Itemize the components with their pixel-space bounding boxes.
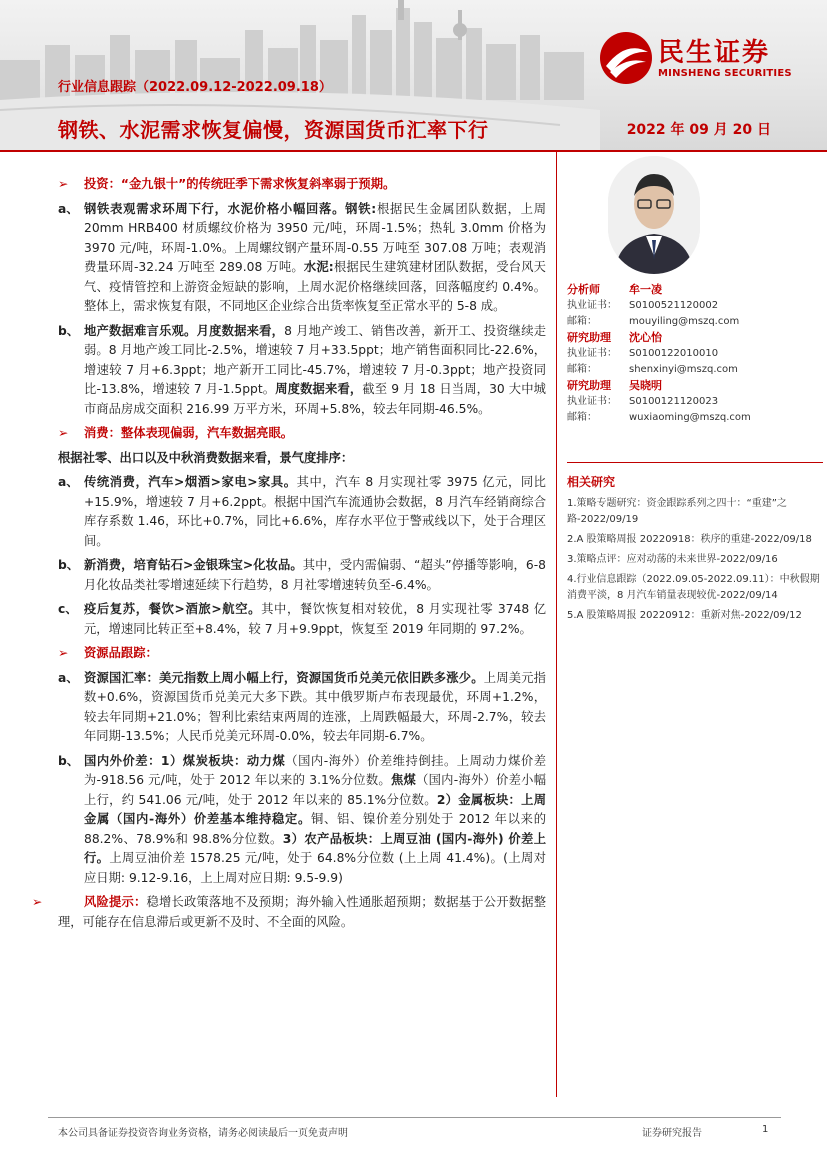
analyst-3-cert: 执业证书： S0100121120023 xyxy=(567,396,719,407)
analyst-3-email: 邮箱： wuxiaoming@mszq.com xyxy=(567,412,751,423)
logo-text-cn: 民生证券 xyxy=(658,38,771,68)
paragraph-exchange-rates: a、 资源国汇率：美元指数上周小幅上行，资源国货币兑美元依旧跌多涨少。上周美元指数+0.6%，资源国货币兑美元大多下跌。其中俄罗斯卢布表现最优，环周+1.2%，较去年同期+21.0%；智利比索结束两周的连涨，上周跌幅最大，环周-2.7%，较去年同期-13.5%；人民币兑美元环周-0.0%，较去年同期-6.7%。 xyxy=(58,670,546,743)
risk-warning: ➢ 风险提示：稳增长政策落地不及预期；海外输入性通胀超预期；数据基于公开数据整理，可能存在信息滞后或更新不及时、不全面的风险。 xyxy=(32,895,546,929)
main-content xyxy=(32,175,546,932)
paragraph-steel-cement: a、 钢铁表观需求环周下行，水泥价格小幅回落。钢铁:根据民生金属团队数据，上周 20mm HRB400 材质螺纹价格为 3950 元/吨，环周-1.5%；热轧 3.0mm 价格为 3970 元/吨，环周-1.0%。上周螺纹钢产量环周-0.55 万吨至 307.08 万吨；表观消费量环周-32.24 万吨至 289.08 万吨。水泥:根据民生建筑建材团队数据，受台风天气、疫情管控和上游资金短缺的影响，上周水泥价格继续回落，回落幅度约 0.4%。整体上，需求恢复有限，不同地区企业综合出货率恢复至正常水平的 5-8 成。 xyxy=(58,201,546,313)
section-heading-consumption: ➢ 消费：整体表现偏弱，汽车数据亮眼。 xyxy=(58,424,546,444)
analyst-name: 牟一凌 xyxy=(629,283,662,296)
analyst-name: 沈心怡 xyxy=(629,331,662,344)
arrow-icon: ➢ xyxy=(58,177,69,191)
consumption-intro: 根据社零、出口以及中秋消费数据来看，景气度排序： xyxy=(58,450,354,465)
paragraph-new-consumption: b、 新消费，培育钻石>金银珠宝>化妆品。其中，受内需偏弱、“超头”停播等影响，6-8 月化妆品类社零增速延续下行趋势，8 月社零增速转负至-6.4%。 xyxy=(58,558,546,592)
report-type: 行业信息跟踪（2022.09.12-2022.09.18） xyxy=(58,80,332,95)
footer-rule xyxy=(48,1117,781,1118)
analyst-list xyxy=(567,282,817,426)
arrow-icon: ➢ xyxy=(58,426,69,440)
page-number: 1 xyxy=(762,1124,769,1135)
list-item[interactable]: 5.A 股策略周报 20220912：重新对焦-2022/09/12 xyxy=(567,610,802,621)
arrow-icon: ➢ xyxy=(32,895,43,909)
analyst-photo xyxy=(608,156,700,274)
analyst-3-title xyxy=(567,378,817,394)
paragraph-real-estate: b、 地产数据难言乐观。月度数据来看，8 月地产竣工、销售改善，新开工、投资继续走弱。8 月地产竣工同比-2.5%，增速较 7 月+33.5ppt；地产销售面积同比-22.6%，增速较 7 月+6.3ppt；地产新开工同比-45.7%，增速较 7 月-0.3ppt；地产投资同比-13.8%，增速较 7 月-1.5ppt。周度数据来看，截至 9 月 18 日当周，30 大中城市商品房成交面积 216.99 万平方米，环周+5.8%，较去年同期-46.5%。 xyxy=(58,323,546,416)
list-item[interactable]: 3.策略点评：应对动荡的未来世界-2022/09/16 xyxy=(567,554,778,565)
footer-disclaimer: 本公司具备证券投资咨询业务资格，请务必阅读最后一页免责声明 xyxy=(58,1128,348,1139)
footer-doc-type: 证券研究报告 xyxy=(642,1128,702,1139)
section-heading-investment: ➢ 投资：“金九银十”的传统旺季下需求恢复斜率弱于预期。 xyxy=(58,175,546,195)
analyst-portrait-image xyxy=(608,156,700,274)
analyst-role: 研究助理 xyxy=(567,331,611,344)
logo-text-en: MINSHENG SECURITIES xyxy=(658,68,792,79)
report-date: 2022 年 09 月 20 日 xyxy=(626,122,771,138)
header-rule xyxy=(0,150,827,152)
paragraph-price-spread: b、 国内外价差：1）煤炭板块：动力煤（国内-海外）价差维持倒挂。上周动力煤价差为-918.56 元/吨，处于 2012 年以来的 3.1%分位数。焦煤（国内-海外）价差小幅上行，约 541.06 元/吨，处于 2012 年以来的 85.1%分位数。2）金属板块：上周金属（国内-海外）价差基本维持稳定。铜、铝、镍价差分别处于 2012 年以来的 88.2%、78.9%和 98.8%分位数。3）农产品板块：上周豆油 (国内-海外) 价差上行。上周豆油价差 1578.25 元/吨，处于 64.8%分位数 (上上周 41.4%)。(上周对应日期: 9.12-9.16，上上周对应日期: 9.5-9.9) xyxy=(58,753,546,885)
analyst-1-title xyxy=(567,282,817,298)
list-item[interactable]: 1.策略专题研究：资金跟踪系列之四十：“重建”之路-2022/09/19 xyxy=(567,498,787,525)
arrow-icon: ➢ xyxy=(58,646,69,660)
list-item[interactable]: 4.行业信息跟踪（2022.09.05-2022.09.11）：中秋假期消费平淡，8 月汽车销量表现较优-2022/09/14 xyxy=(567,574,820,601)
paragraph-recovery: c、 疫后复苏，餐饮>酒旅>航空。其中，餐饮恢复相对较优，8 月实现社零 3748 亿元，增速同比转正至+8.4%，较 7 月+9.9ppt，恢复至 2019 年同期的 97.2%。 xyxy=(58,602,546,636)
sidebar-divider xyxy=(556,152,557,1097)
minsheng-logo-icon xyxy=(598,30,654,86)
analyst-2-title xyxy=(567,330,817,346)
analyst-1-email: 邮箱： mouyiling@mszq.com xyxy=(567,316,740,327)
section-heading-resources: ➢ 资源品跟踪： xyxy=(58,644,546,664)
analyst-role: 研究助理 xyxy=(567,379,611,392)
header-banner xyxy=(0,0,827,150)
analyst-1-cert: 执业证书： S0100521120002 xyxy=(567,300,719,311)
report-title: 钢铁、水泥需求恢复偏慢，资源国货币汇率下行 xyxy=(58,118,489,142)
list-item[interactable]: 2.A 股策略周报 20220918：秩序的重建-2022/09/18 xyxy=(567,534,812,545)
related-research-list xyxy=(567,496,823,628)
analyst-name: 吴晓明 xyxy=(629,379,662,392)
sidebar-separator xyxy=(567,462,823,463)
paragraph-traditional-consumption: a、 传统消费，汽车>烟酒>家电>家具。其中，汽车 8 月实现社零 3975 亿元，同比+15.9%，增速较 7 月+6.2ppt。根据中国汽车流通协会数据，8 月汽车经销商综合库存系数 1.46，环比+0.7%，同比+6.6%，库存水平位于警戒线以下，处于合理区间。 xyxy=(58,475,546,548)
analyst-2-cert: 执业证书： S0100122010010 xyxy=(567,348,719,359)
related-research-title: 相关研究 xyxy=(567,475,616,489)
analyst-role: 分析师 xyxy=(567,283,600,296)
analyst-2-email: 邮箱： shenxinyi@mszq.com xyxy=(567,364,738,375)
minsheng-logo xyxy=(598,30,808,90)
